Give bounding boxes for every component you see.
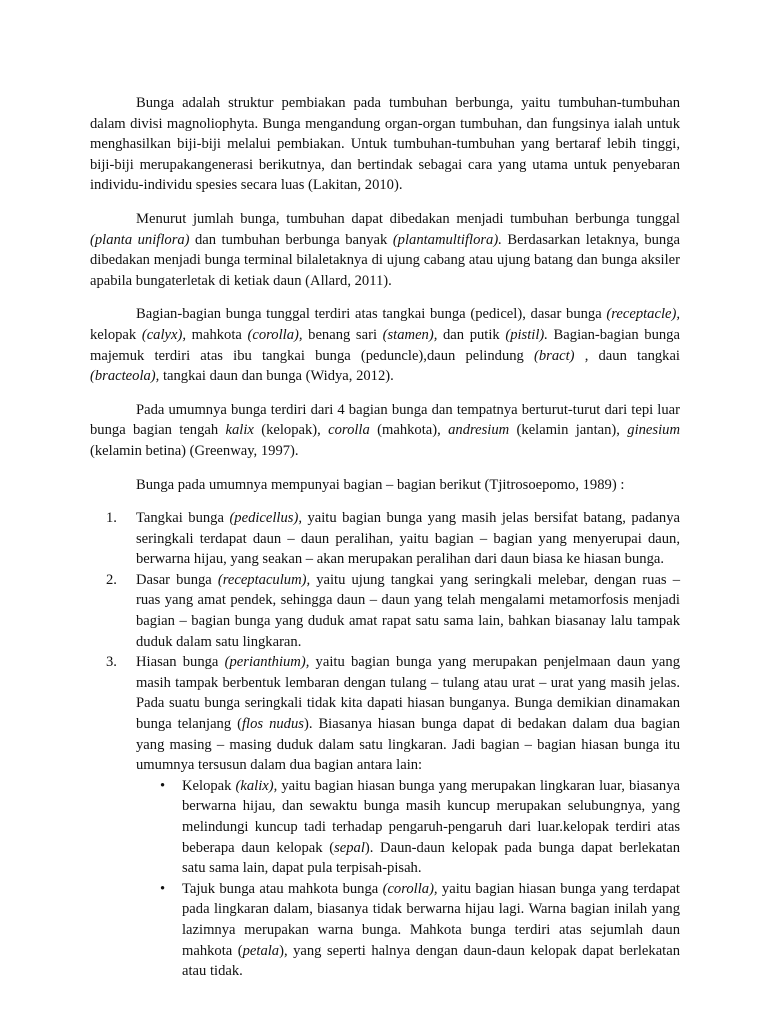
text-run: tangkai daun dan bunga (Widya, 2012). [159,368,394,385]
italic-term: (stamen), [382,326,438,343]
italic-term: (bracteola), [90,368,160,385]
paragraph-list-intro: Bunga pada umumnya mempunyai bagian – bagian berikut (Tjitrosoepomo, 1989) : [136,476,625,493]
italic-term: (corolla), [382,880,438,897]
text-run: dan tumbuhan berbunga banyak [189,231,393,248]
text-run: (kelamin jantan), [509,422,628,439]
italic-term: petala [242,942,280,959]
bullet-item [160,776,681,879]
text-run: Tajuk bunga atau mahkota bunga [182,880,383,897]
text-run: Bagian-bagian bunga tunggal terdiri atas tangkai bunga (pedicel), dasar bunga [136,306,607,323]
paragraph-empat-bagian [90,400,680,462]
italic-term: ginesium [627,422,680,439]
numbered-list [90,508,680,982]
paragraph-jumlah-bunga [90,209,680,291]
text-run: ), yang seperti halnya dengan daun-daun kelopak dapat berlekatan atau tidak. [182,942,681,980]
italic-term: (perianthium), [224,654,310,671]
text-run: Bagian-bagian bunga majemuk terdiri atas ibu tangkai bunga (peduncle),daun pelindung [90,326,680,364]
text-run: Dasar bunga [136,571,218,588]
text-run: Tangkai bunga [136,510,230,527]
italic-term: kalix [225,422,254,439]
text-run: mahkota [186,326,248,343]
italic-term: (receptaculum), [217,571,311,588]
text-run: yaitu bagian hiasan bunga yang terdapat pada lingkaran dalam, biasanya tidak berwarna hijau lagi. Warna bagian inilah yang lazimnya merupakan warna bunga. Mahkota bunga terdiri atas sejumlah daun mahkota ( [182,880,680,959]
paragraph-bunga-definition [90,93,680,196]
text-run: dan putik [437,326,506,343]
italic-term: (kalix), [235,777,278,794]
paragraph-bagian-bunga-tunggal [90,304,680,386]
text-run: Hiasan bunga [136,654,225,671]
italic-term: flos nudus [242,716,304,733]
text-run: ). Daun-daun kelopak pada bunga dapat berlekatan satu sama lain, dapat pula terpisah-pisah. [182,839,680,877]
list-item [106,652,681,982]
text-run: Bunga adalah struktur pembiakan pada tumbuhan berbunga, yaitu tumbuhan-tumbuhan dalam divisi magnoliophyta. Bunga mengandung organ-organ tumbuhan, dan fungsinya ialah untuk menghasilkan biji-biji melalui pembiakan. Untuk tumbuhan-tumbuhan yang bertaraf lebih tinggi, biji-biji merupakangenerasi berikutnya, dan bertindak sebagai cara yang utama untuk penyebaran individu-individu spesies secara luas (Lakitan, 2010). [90,95,680,194]
text-run: Kelopak [182,777,236,794]
list-item [106,508,680,570]
text-run: yaitu bagian bunga yang merupakan penjelmaan daun yang masih tampak berbentuk lembaran dengan tulang – tulang atau urat – urat yang masih jelas. Pada suatu bunga seringkali tidak kita dapati hiasan bunganya. Bunga demikian dinamakan bunga telanjang ( [136,654,680,733]
italic-term: sepal [334,839,365,856]
italic-term: andresium [448,422,510,439]
list-number: 3. [106,654,117,671]
text-run: yaitu bagian hiasan bunga yang merupakan lingkaran luar, biasanya berwarna hijau, dan sewaktu bunga masih kuncup merupakan selubungnya, yang melindungi kuncup tadi terhadap pengaruh-pengaruh dari luar.kelopak terdiri atas beberapa daun kelopak ( [182,777,681,856]
text-run: (mahkota), [369,422,449,439]
italic-term: (pedicellus), [229,510,302,527]
italic-term: (receptacle), [606,306,680,323]
text-run: (kelamin betina) (Greenway, 1997). [90,442,299,459]
text-run: benang sari [302,326,383,343]
text-run: Berdasarkan letaknya, bunga dibedakan menjadi bunga terminal bilaletaknya di ujung cabang atau ujung batang dan bunga aksiler apabila bungaterletak di ketiak daun (Allard, 2011). [90,231,680,289]
italic-term: (corolla), [247,326,303,343]
text-run: yaitu bagian bunga yang masih jelas bersifat batang, padanya seringkali terdapat daun – daun peralihan, yaitu bagian – bagian yang menyerupai daun, berwarna hijau, yang seakan – akan merupakan peralihan dari daun biasa ke hiasan bunga. [136,510,680,568]
bullet-item [160,879,681,982]
text-run: Pada umumnya bunga terdiri dari 4 bagian bunga dan tempatnya berturut-turut dari tepi luar bunga bagian tengah [90,401,680,439]
text-run: kelopak [90,326,142,343]
bullet-marker: • [160,777,166,794]
bullet-list [136,776,680,982]
italic-term: (planta uniflora) [90,231,190,248]
list-number: 1. [106,510,117,527]
italic-term: corolla [328,422,370,439]
list-number: 2. [106,571,117,588]
italic-term: (calyx), [141,326,186,343]
text-run: (kelopak), [253,422,329,439]
bullet-marker: • [160,880,166,897]
italic-term: (pistil). [505,326,548,343]
list-item [106,570,680,652]
text-run: ). Biasanya hiasan bunga dapat di bedakan dalam dua bagian yang masing – masing duduk dalam satu lingkaran. Jadi bagian – bagian hiasan bunga itu umumnya tersusun dalam dua bagian antara lain: [136,716,681,774]
text-run: , daun tangkai [574,347,680,364]
italic-term: (bract) [534,347,575,364]
text-run: yaitu ujung tangkai yang seringkali melebar, dengan ruas – ruas yang amat pendek, sehingga daun – daun yang telah mengalami metamorfosis menjadi bagian – bagian bunga yang duduk amat rapat satu sama lain, bahkan biasanay lalu tampak duduk dalam satu lingkaran. [136,571,680,650]
italic-term: (plantamultiflora). [392,231,502,248]
text-run: Menurut jumlah bunga, tumbuhan dapat dibedakan menjadi tumbuhan berbunga tunggal [136,210,680,227]
